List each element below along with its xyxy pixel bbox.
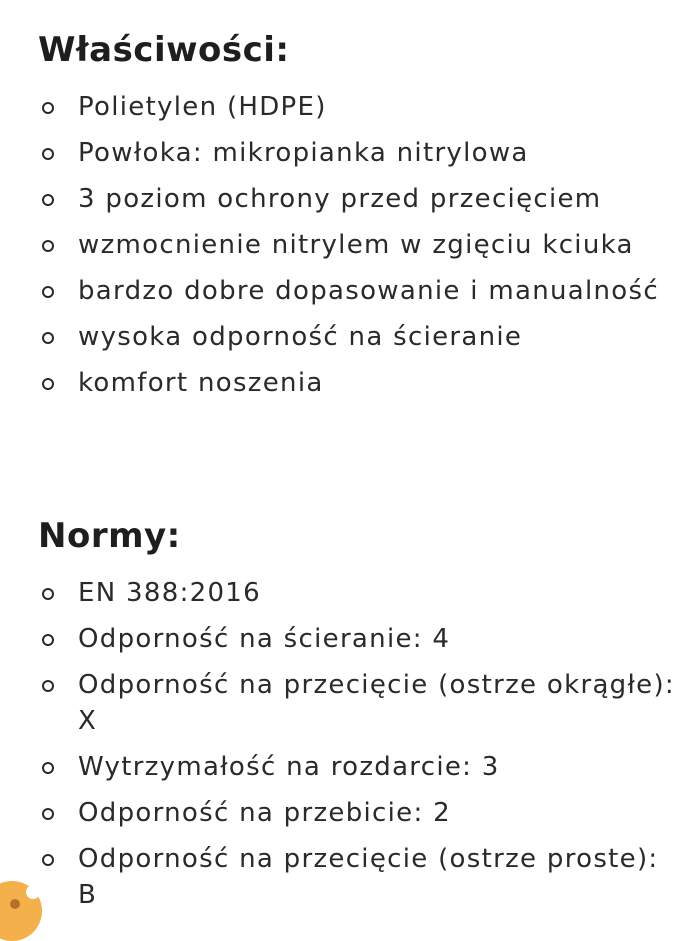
list-item <box>0 841 697 913</box>
norms-list <box>0 575 697 923</box>
bullet-icon <box>42 808 54 820</box>
list-item-text: Odporność na ścieranie: 4 <box>78 624 451 654</box>
list-item-text: Powłoka: mikropianka nitrylowa <box>78 138 529 168</box>
bullet-icon <box>42 148 54 160</box>
cookie-icon[interactable] <box>0 881 42 941</box>
bullet-icon <box>42 194 54 206</box>
bullet-icon <box>42 762 54 774</box>
list-item-text: Wytrzymałość na rozdarcie: 3 <box>78 752 500 782</box>
bullet-icon <box>42 634 54 646</box>
bullet-icon <box>42 588 54 600</box>
list-item <box>0 795 697 831</box>
list-item-text: Odporność na przecięcie (ostrze proste): B <box>78 844 659 910</box>
list-item <box>0 319 697 355</box>
list-item-text: EN 388:2016 <box>78 578 261 608</box>
properties-list <box>0 89 697 411</box>
bullet-icon <box>42 680 54 692</box>
bullet-icon <box>42 240 54 252</box>
bullet-icon <box>42 102 54 114</box>
list-item <box>0 365 697 401</box>
bullet-icon <box>42 286 54 298</box>
list-item-text: Odporność na przebicie: 2 <box>78 798 451 828</box>
bullet-icon <box>42 854 54 866</box>
list-item <box>0 575 697 611</box>
list-item-text: bardzo dobre dopasowanie i manualność <box>78 276 659 306</box>
list-item <box>0 227 697 263</box>
list-item <box>0 273 697 309</box>
norms-heading: Normy: <box>38 516 181 556</box>
properties-heading: Właściwości: <box>38 30 290 70</box>
list-item-text: wzmocnienie nitrylem w zgięciu kciuka <box>78 230 634 260</box>
list-item-text: Odporność na przecięcie (ostrze okrągłe): X <box>78 670 675 736</box>
bullet-icon <box>42 378 54 390</box>
cookie-bite-icon <box>26 885 40 899</box>
list-item <box>0 749 697 785</box>
list-item <box>0 181 697 217</box>
list-item <box>0 621 697 657</box>
list-item-text: wysoka odporność na ścieranie <box>78 322 523 352</box>
list-item <box>0 667 697 739</box>
bullet-icon <box>42 332 54 344</box>
list-item <box>0 89 697 125</box>
cookie-chip-icon <box>10 899 20 909</box>
list-item-text: 3 poziom ochrony przed przecięciem <box>78 184 602 214</box>
list-item-text: Polietylen (HDPE) <box>78 92 327 122</box>
list-item <box>0 135 697 171</box>
list-item-text: komfort noszenia <box>78 368 324 398</box>
